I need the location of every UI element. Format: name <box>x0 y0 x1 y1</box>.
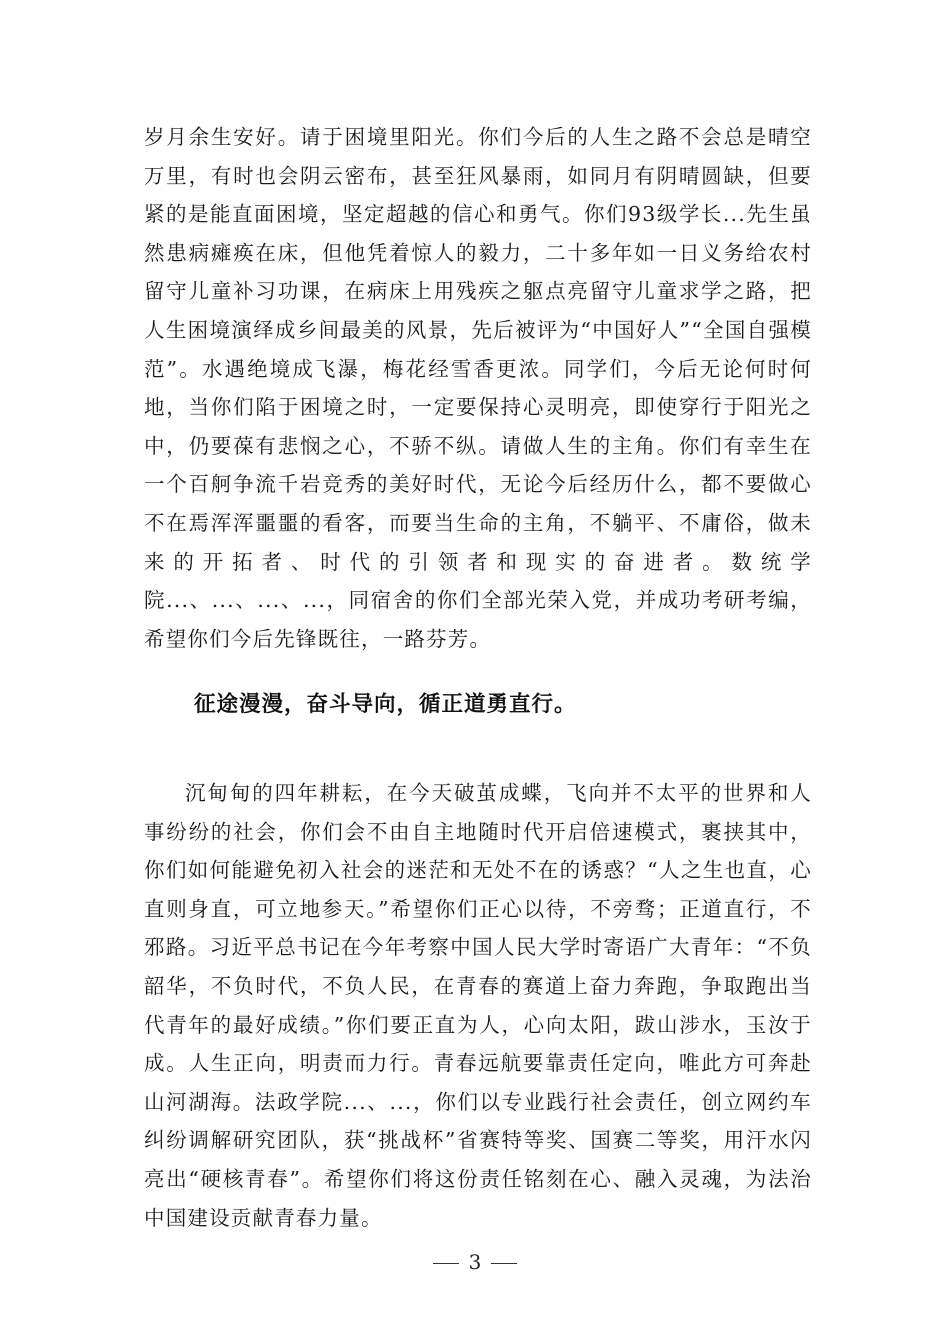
footer-dash-right <box>491 1263 517 1264</box>
page-footer <box>0 1247 950 1277</box>
footer-dash-left <box>433 1263 459 1264</box>
section-heading: 征途漫漫，奋斗导向，循正道勇直行。 <box>194 692 577 717</box>
body-paragraph: 岁月余生安好。请于困境里阳光。你们今后的人生之路不会总是晴空万里，有时也会阴云密布，甚至狂风暴雨，如同月有阴晴圆缺，但要紧的是能直面困境，坚定超越的信心和勇气。你们93级学长...先生虽然患病瘫痪在床，但他凭着惊人的毅力，二十多年如一日义务给农村留守儿童补习功课，在病床上用残疾之躯点亮留守儿童求学之路，把人生困境演绎成乡间最美的风景，先后被评为“中国好人”“全国自强模范”。水遇绝境成飞瀑，梅花经雪香更浓。同学们，今后无论何时何地，当你们陷于困境之时，一定要保持心灵明亮，即使穿行于阳光之中，仍要葆有悲悯之心，不骄不纵。请做人生的主角。你们有幸生在一个百舸争流千岩竞秀的美好时代，无论今后经历什么，都不要做心不在焉浑浑噩噩的看客，而要当生命的主角，不躺平、不庸俗，做未来的开拓者、时代的引领者和现实的奋进者。数统学院...、...、...、...，同宿舍的你们全部光荣入党，并成功考研考编，希望你们今后先锋既往，一路芬芳。 <box>144 125 812 651</box>
body-paragraph: 沉甸甸的四年耕耘，在今天破茧成蝶，飞向并不太平的世界和人事纷纷的社会，你们会不由自主地随时代开启倍速模式，裹挟其中，你们如何能避免初入社会的迷茫和无处不在的诱惑？“人之生也直，心直则身直，可立地参天。”希望你们正心以待，不旁骛；正道直行，不邪路。习近平总书记在今年考察中国人民大学时寄语广大青年：“不负韶华，不负时代，不负人民，在青春的赛道上奋力奔跑，争取跑出当代青年的最好成绩。”你们要正直为人，心向太阳，跋山涉水，玉汝于成。人生正向，明责而力行。青春远航要靠责任定向，唯此方可奔赴山河湖海。法政学院...、...，你们以专业践行社会责任，创立网约车纠纷调解研究团队，获“挑战杯”省赛特等奖、国赛二等奖，用汗水闪亮出“硬核青春”。希望你们将这份责任铭刻在心、融入灵魂，为法治中国建设贡献青春力量。 <box>144 781 812 1230</box>
page-number: 3 <box>468 1250 482 1274</box>
